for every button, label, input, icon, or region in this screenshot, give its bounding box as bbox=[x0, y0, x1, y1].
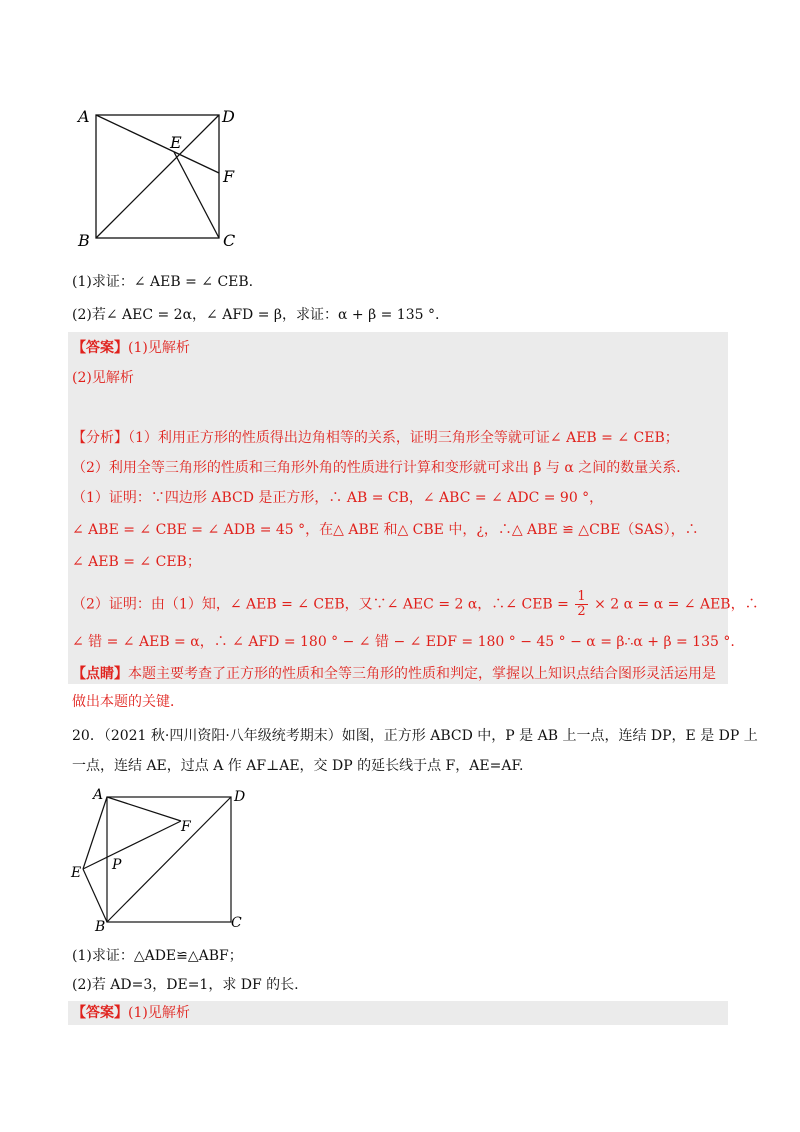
q19-part1: (1)求证：∠ AEB = ∠ CEB. bbox=[72, 274, 254, 290]
proof-4a: （2）证明：由（1）知，∠ AEB = ∠ CEB，又∵∠ AEC = 2 α，∴∠ CEB = bbox=[72, 596, 569, 613]
label-d: D bbox=[222, 107, 235, 126]
segment-af bbox=[107, 797, 181, 821]
q20-stem-2: 一点，连结 AE，过点 A 作 AF⊥AE，交 DP 的延长线于点 F，AE=AF. bbox=[72, 758, 524, 774]
q19-answer-line bbox=[72, 338, 190, 358]
segment-eb bbox=[83, 869, 107, 922]
answer-1: (1)见解析 bbox=[128, 340, 190, 356]
q19-analysis-line bbox=[72, 428, 679, 448]
q19-analysis-2: （2）利用全等三角形的性质和三角形外角的性质进行计算和变形就可求出 β 与 α 之间的数量关系． bbox=[72, 460, 691, 476]
segment-af bbox=[96, 115, 219, 173]
q20-answer-line bbox=[72, 1003, 190, 1023]
q19-proof-2: ∠ ABE = ∠ CBE = ∠ ADB = 45 °，在△ ABE 和△ CBE 中，¿，∴△ ABE ≌ △CBE（SAS），∴ bbox=[72, 522, 699, 538]
q19-proof-5: ∠ 错 = ∠ AEB = α，∴ ∠ AFD = 180 ° − ∠ 错 − ∠ EDF = 180 ° − 45 ° − α = β∴α + β = 135 °. bbox=[72, 634, 735, 650]
q19-comment-line bbox=[72, 664, 716, 684]
label-d-2: D bbox=[234, 789, 246, 805]
segment-ae bbox=[83, 797, 107, 869]
q20-stem-1: 20．（2021 秋·四川资阳·八年级统考期末）如图，正方形 ABCD 中，P 是 AB 上一点，连结 DP，E 是 DP 上 bbox=[72, 728, 758, 744]
label-a: A bbox=[78, 107, 90, 126]
label-b-2: B bbox=[95, 919, 106, 933]
figure-square-aebcf bbox=[70, 100, 250, 260]
q19-part2: (2)若∠ AEC = 2α，∠ AFD = β，求证：α + β = 135 °. bbox=[72, 307, 440, 323]
q20-part1: (1)求证：△ADE≌△ABF； bbox=[72, 948, 243, 964]
segment-bd-2 bbox=[107, 797, 231, 922]
segment-ec bbox=[174, 152, 219, 238]
answer-1-q20: (1)见解析 bbox=[128, 1005, 190, 1021]
label-b: B bbox=[78, 231, 90, 250]
comment-1: 本题主要考查了正方形的性质和全等三角形的性质和判定，掌握以上知识点结合图形灵活运用是 bbox=[128, 666, 716, 682]
fraction-numerator: 1 bbox=[577, 589, 586, 604]
label-f-2: F bbox=[181, 819, 191, 835]
proof-4b: × 2 α = α = ∠ AEB，∴ bbox=[594, 596, 759, 613]
label-a-2: A bbox=[93, 787, 104, 803]
q19-answer-2: (2)见解析 bbox=[72, 370, 134, 386]
fraction-denominator: 2 bbox=[577, 604, 586, 619]
figure-square-apef bbox=[68, 785, 253, 933]
fraction-one-half bbox=[575, 590, 587, 619]
q19-proof-3: ∠ AEB = ∠ CEB； bbox=[72, 554, 201, 570]
answer-label-q20: 【答案】 bbox=[72, 1005, 128, 1021]
label-e-2: E bbox=[71, 865, 82, 881]
q20-part2: (2)若 AD=3，DE=1，求 DF 的长. bbox=[72, 977, 299, 993]
analysis-1: （1）利用正方形的性质得出边角相等的关系，证明三角形全等就可证∠ AEB = ∠ CEB； bbox=[128, 430, 679, 446]
segment-bd bbox=[96, 115, 219, 238]
label-f: F bbox=[223, 167, 235, 186]
q19-proof-4 bbox=[72, 590, 759, 619]
answer-label: 【答案】 bbox=[72, 340, 128, 356]
comment-label: 【点睛】 bbox=[72, 666, 128, 682]
label-c-2: C bbox=[231, 915, 242, 931]
label-e: E bbox=[170, 133, 182, 152]
q19-comment-2: 做出本题的关键． bbox=[72, 694, 184, 710]
label-p: P bbox=[112, 857, 122, 873]
q19-proof-1: （1）证明：∵四边形 ABCD 是正方形，∴ AB = CB，∠ ABC = ∠ ADC = 90 °， bbox=[72, 490, 604, 506]
analysis-label: 【分析】 bbox=[72, 430, 128, 446]
label-c: C bbox=[223, 231, 236, 250]
